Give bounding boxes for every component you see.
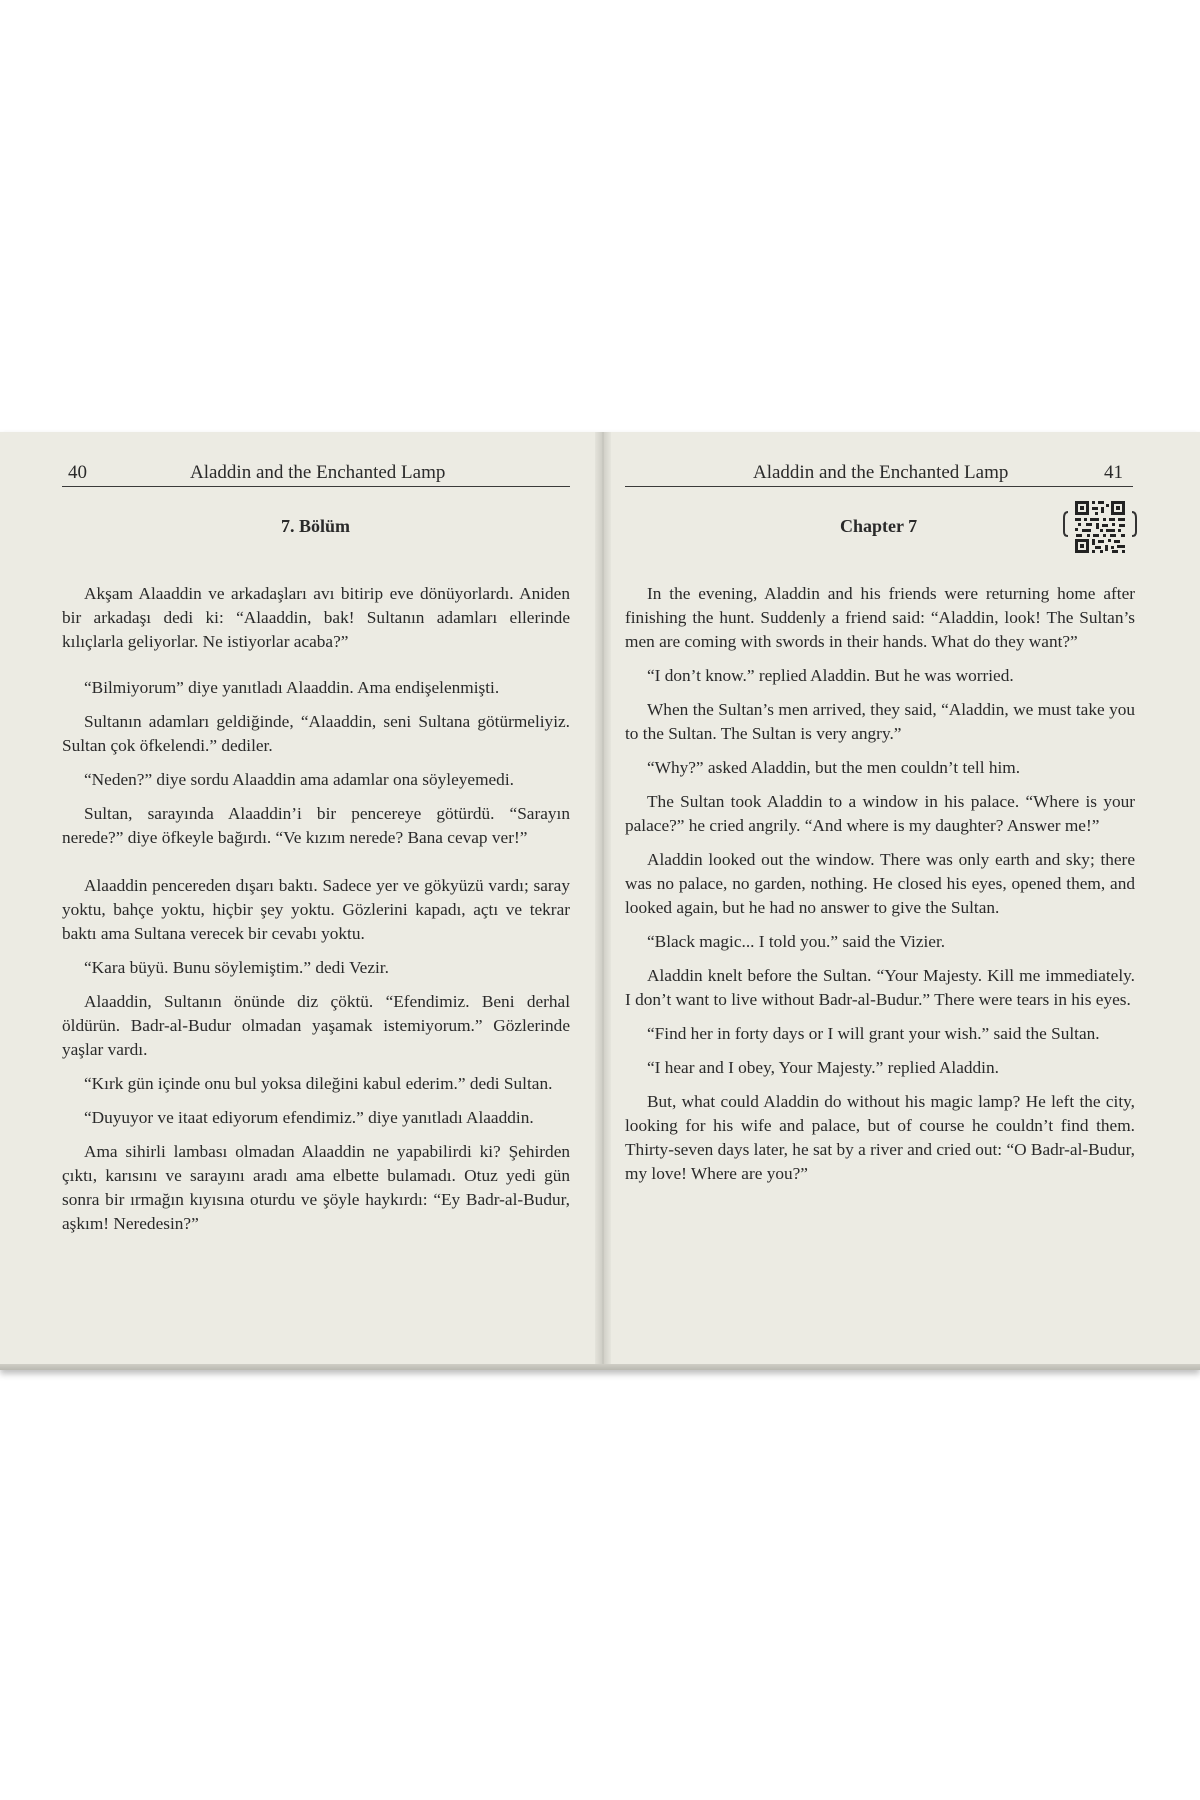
- left-running-head: [62, 462, 570, 487]
- left-paragraph: Alaaddin, Sultanın önünde diz çöktü. “Efendimiz. Beni derhal öldürün. Badr-al-Budur olmadan yaşamak istemiyorum.” Gözlerinde yaşlar vardı.: [62, 992, 570, 1059]
- left-paragraph: Sultanın adamları geldiğinde, “Alaaddin, seni Sultana götürmeliyiz. Sultan çok öfkelendi.” dediler.: [62, 712, 570, 755]
- right-paragraph: “I don’t know.” replied Aladdin. But he was worried.: [647, 666, 1014, 685]
- left-paragraph: Ama sihirli lambası olmadan Alaaddin ne yapabilirdi ki? Şehirden çıktı, karısını ve sarayını aradı ama elbette bulamadı. Otuz yedi gün sonra bir ırmağın kıyısına oturdu ve şöyle haykırdı: “Ey Badr-al-Budur, aşkım! Neredesin?”: [62, 1142, 570, 1233]
- right-body-text: [625, 582, 1135, 1196]
- right-paragraph: The Sultan took Aladdin to a window in his palace. “Where is your palace?” he cried angrily. “And where is my daughter? Answer me!”: [625, 792, 1135, 835]
- right-paragraph: Aladdin knelt before the Sultan. “Your Majesty. Kill me immediately. I don’t want to live without Badr-al-Budur.” There were tears in his eyes.: [625, 966, 1135, 1009]
- left-running-title: Aladdin and the Enchanted Lamp: [190, 462, 446, 483]
- right-page: [610, 432, 1200, 1362]
- right-paragraph: “I hear and I obey, Your Majesty.” replied Aladdin.: [647, 1058, 999, 1077]
- left-paragraph: “Neden?” diye sordu Alaaddin ama adamlar ona söyleyemedi.: [84, 770, 514, 789]
- qr-code-icon[interactable]: [1062, 498, 1138, 556]
- right-running-head: [625, 462, 1133, 487]
- right-paragraph: “Why?” asked Aladdin, but the men couldn’t tell him.: [647, 758, 1021, 777]
- left-paragraph: Sultan, sarayında Alaaddin’i bir pencereye götürdü. “Sarayın nerede?” diye öfkeyle bağırdı. “Ve kızım nerede? Bana cevap ver!”: [62, 804, 570, 847]
- left-paragraph: “Kırk gün içinde onu bul yoksa dileğini kabul ederim.” dedi Sultan.: [84, 1074, 553, 1093]
- left-paragraph: Alaaddin pencereden dışarı baktı. Sadece yer ve gökyüzü vardı; saray yoktu, bahçe yoktu, hiçbir şey yoktu. Gözlerini kapadı, açtı ve tekrar baktı ama Sultana verecek bir cevabı yoktu.: [62, 876, 570, 943]
- left-paragraph: Akşam Alaaddin ve arkadaşları avı bitirip eve dönüyorlardı. Aniden bir arkadaşı dedi ki: “Alaaddin, bak! Sultanın adamları ellerinde kılıçlarla geliyorlar. Ne istiyorlar acaba?”: [62, 584, 570, 651]
- right-page-number: 41: [1104, 462, 1123, 483]
- left-paragraph: “Kara büyü. Bunu söylemiştim.” dedi Vezir.: [84, 958, 389, 977]
- right-paragraph: “Find her in forty days or I will grant your wish.” said the Sultan.: [647, 1024, 1100, 1043]
- book-gutter: [595, 432, 611, 1370]
- right-paragraph: “Black magic... I told you.” said the Vizier.: [647, 932, 946, 951]
- left-chapter-title: 7. Bölüm: [281, 516, 351, 536]
- left-page: [0, 432, 596, 1362]
- left-paragraph: “Bilmiyorum” diye yanıtladı Alaaddin. Ama endişelenmişti.: [84, 678, 500, 697]
- right-paragraph: But, what could Aladdin do without his magic lamp? He left the city, looking for his wife and palace, but of course he couldn’t find them. Thirty-seven days later, he sat by a river and cried out: “O Badr-al-Budur, my love! Where are you?”: [625, 1092, 1135, 1183]
- right-paragraph: Aladdin looked out the window. There was only earth and sky; there was no palace, no garden, nothing. He closed his eyes, opened them, and looked again, but he had no answer to give the Sultan.: [625, 850, 1135, 917]
- right-chapter-title: Chapter 7: [840, 516, 918, 536]
- right-paragraph: When the Sultan’s men arrived, they said, “Aladdin, we must take you to the Sultan. The Sultan is very angry.”: [625, 700, 1135, 743]
- book-spread: [0, 432, 1200, 1370]
- left-body-text: [62, 582, 570, 1246]
- right-paragraph: In the evening, Aladdin and his friends were returning home after finishing the hunt. Suddenly a friend said: “Aladdin, look! The Sultan’s men are coming with swords in their hands. What do they want?”: [625, 584, 1135, 651]
- left-paragraph: “Duyuyor ve itaat ediyorum efendimiz.” diye yanıtladı Alaaddin.: [84, 1108, 534, 1127]
- right-running-title: Aladdin and the Enchanted Lamp: [753, 462, 1009, 483]
- left-page-number: 40: [68, 462, 87, 483]
